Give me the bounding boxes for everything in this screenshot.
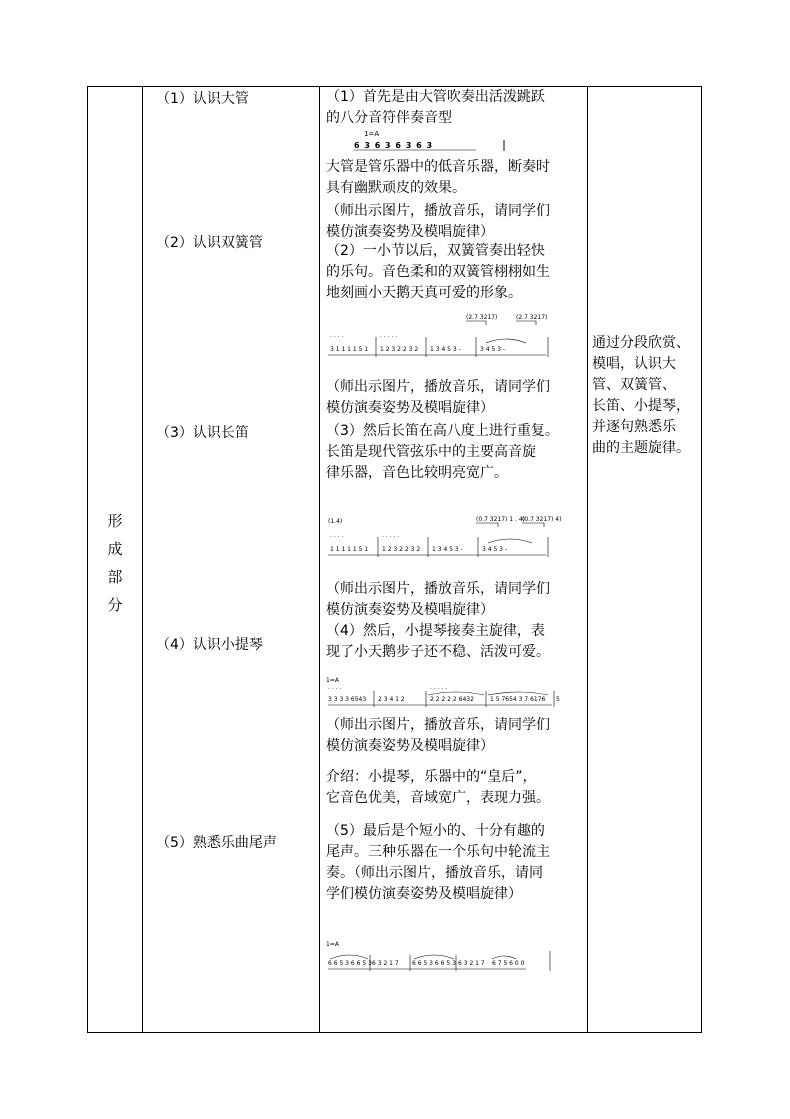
text-line: 曲的主题旋律。 [592, 440, 690, 456]
text-line: 通过分段欣赏、 [592, 335, 690, 351]
score-key: 1=A [326, 941, 339, 948]
text-line: 管、双簧管、 [592, 377, 676, 393]
teacher-note [326, 201, 584, 243]
svg-text:1 3 4 5 3 -: 1 3 4 5 3 - [432, 546, 463, 553]
svg-text:6 3 2 1 7: 6 3 2 1 7 [372, 960, 399, 967]
section-label-char: 形 [107, 512, 123, 530]
text-line: 长笛、小提琴， [592, 398, 690, 414]
svg-text:· · · · ·: · · · · · [380, 334, 398, 341]
text-line: （1）首先是由大管吹奏出活泼跳跃 [326, 89, 545, 105]
text-line: 长笛是现代管弦乐中的主要高音旋 [326, 444, 536, 460]
svg-text:3 4 5 3 -: 3 4 5 3 - [480, 346, 506, 353]
oboe-score [326, 313, 556, 359]
svg-text:1 3 4 5 3 -: 1 3 4 5 3 - [430, 346, 461, 353]
bassoon-intro [326, 87, 584, 129]
text-line: （师出示图片，播放音乐，请同学们 [326, 203, 550, 219]
text-line: 大管是管乐器中的低音乐器，断奏时 [326, 159, 550, 175]
text-line: （师出示图片，播放音乐，请同学们 [326, 581, 550, 597]
step-bassoon: （1）认识大管 [156, 91, 249, 107]
svg-text:1 2 3 2 2 3 2: 1 2 3 2 2 3 2 [382, 546, 421, 553]
text-line: 模唱，认识大 [592, 356, 676, 372]
text-line: （3）然后长笛在高八度上进行重复。 [326, 423, 559, 439]
text-line: 并逐句熟悉乐 [592, 419, 676, 435]
teaching-intent [592, 333, 700, 459]
violin-intro-desc [326, 767, 584, 809]
text-line: 模仿演奏姿势及模唱旋律） [326, 400, 494, 416]
step-violin: （4）认识小提琴 [156, 637, 263, 653]
flute-score [326, 515, 562, 561]
svg-text:· · · · ·: · · · · · [430, 686, 448, 693]
text-line: 模仿演奏姿势及模唱旋律） [326, 602, 494, 618]
svg-text:(2.7 3217): (2.7 3217) [466, 314, 498, 321]
step-oboe: （2）认识双簧管 [156, 235, 263, 251]
text-line: 地刻画小天鹅天真可爱的形象。 [326, 285, 522, 301]
notes-column [588, 87, 702, 1032]
text-line: 尾声。三种乐器在一个乐句中轮流主 [326, 844, 550, 860]
svg-text:2 2 2 2 2 6432: 2 2 2 2 2 6432 [430, 696, 474, 703]
section-label-char: 部 [107, 568, 123, 586]
text-line: （4）然后，小提琴接奏主旋律，表 [326, 623, 545, 639]
svg-text:6 6 5 3 6 6 5 3: 6 6 5 3 6 6 5 3 [328, 960, 372, 967]
svg-text:2 3 4 1 2: 2 3 4 1 2 [378, 696, 405, 703]
text-line: 律乐器，音色比较明亮宽广。 [326, 465, 508, 481]
step-coda: （5）熟悉乐曲尾声 [156, 835, 277, 851]
svg-text:1 2 3 2 2 3 2: 1 2 3 2 2 3 2 [380, 346, 419, 353]
svg-text:1 1 1 1 1 5 1: 1 1 1 1 1 5 1 [330, 546, 369, 553]
teacher-note [326, 377, 584, 419]
text-line: 的八分音符伴奏音型 [326, 110, 452, 126]
svg-text:(2.7 3217): (2.7 3217) [516, 314, 548, 321]
text-line: 奏。（师出示图片，播放音乐，请同 [326, 865, 543, 881]
text-line: 的乐句。音色柔和的双簧管栩栩如生 [326, 264, 550, 280]
svg-text:3 1 1 1 1 5 1: 3 1 1 1 1 5 1 [330, 346, 369, 353]
violin-intro [326, 621, 584, 663]
svg-text:· · · ·: · · · · [330, 334, 344, 341]
score-notes: 6 3 6 3 6 3 6 3 [354, 141, 434, 150]
section-column [88, 87, 142, 1032]
text-line: （5）最后是个短小的、十分有趣的 [326, 823, 545, 839]
svg-text:3 3 3 3 6543: 3 3 3 3 6543 [328, 696, 367, 703]
text-line: （2）一小节以后，双簧管奏出轻快 [326, 243, 545, 259]
svg-text:(1.4): (1.4) [328, 518, 343, 525]
svg-text:6 3 2 1 7: 6 3 2 1 7 [458, 960, 485, 967]
text-line: 现了小天鹅步子还不稳、活泼可爱。 [326, 644, 550, 660]
svg-text:· · · ·: · · · · [330, 534, 344, 541]
svg-text:3 4 5 3 -: 3 4 5 3 - [482, 546, 508, 553]
svg-text:(0.7 3217) 1 . 4): (0.7 3217) 1 . 4) [476, 516, 526, 523]
steps-column [142, 87, 319, 1032]
bassoon-score [326, 129, 526, 153]
score-key: 1=A [326, 677, 339, 684]
flute-intro [326, 421, 584, 484]
teacher-note [326, 579, 584, 621]
text-line: （师出示图片，播放音乐，请同学们 [326, 717, 550, 733]
svg-text:· · · ·: · · · · [328, 686, 342, 693]
text-line: 模仿演奏姿势及模唱旋律） [326, 224, 494, 240]
step-flute: （3）认识长笛 [156, 425, 249, 441]
svg-text:· · · · ·: · · · · · [382, 534, 400, 541]
lesson-table [87, 86, 702, 1033]
section-label [88, 507, 142, 619]
score-key: 1=A [364, 130, 380, 138]
text-line: 模仿演奏姿势及模唱旋律） [326, 738, 494, 754]
text-line: 它音色优美，音域宽广，表现力强。 [326, 790, 550, 806]
svg-text:5: 5 [556, 696, 560, 703]
oboe-intro [326, 241, 584, 304]
text-line: （师出示图片，播放音乐，请同学们 [326, 379, 550, 395]
section-label-char: 分 [107, 596, 123, 614]
section-label-char: 成 [107, 540, 123, 558]
coda-intro [326, 821, 584, 905]
bassoon-desc [326, 157, 584, 199]
text-line: 学们模仿演奏姿势及模唱旋律） [326, 886, 522, 902]
svg-text:(0.7 3217) 4): (0.7 3217) 4) [522, 516, 562, 523]
svg-text:1 5 7654 3 7 6176: 1 5 7654 3 7 6176 [490, 696, 546, 703]
svg-text:6 6 5 3 6 6 5 3: 6 6 5 3 6 6 5 3 [412, 960, 456, 967]
text-line: 介绍：小提琴，乐器中的“皇后”， [326, 769, 537, 785]
content-column [319, 87, 587, 1032]
text-line: 具有幽默顽皮的效果。 [326, 180, 466, 196]
svg-text:6 7 5 6 0 0: 6 7 5 6 0 0 [492, 960, 525, 967]
violin-score [326, 675, 566, 709]
teacher-note [326, 715, 584, 757]
coda-score [326, 939, 566, 975]
